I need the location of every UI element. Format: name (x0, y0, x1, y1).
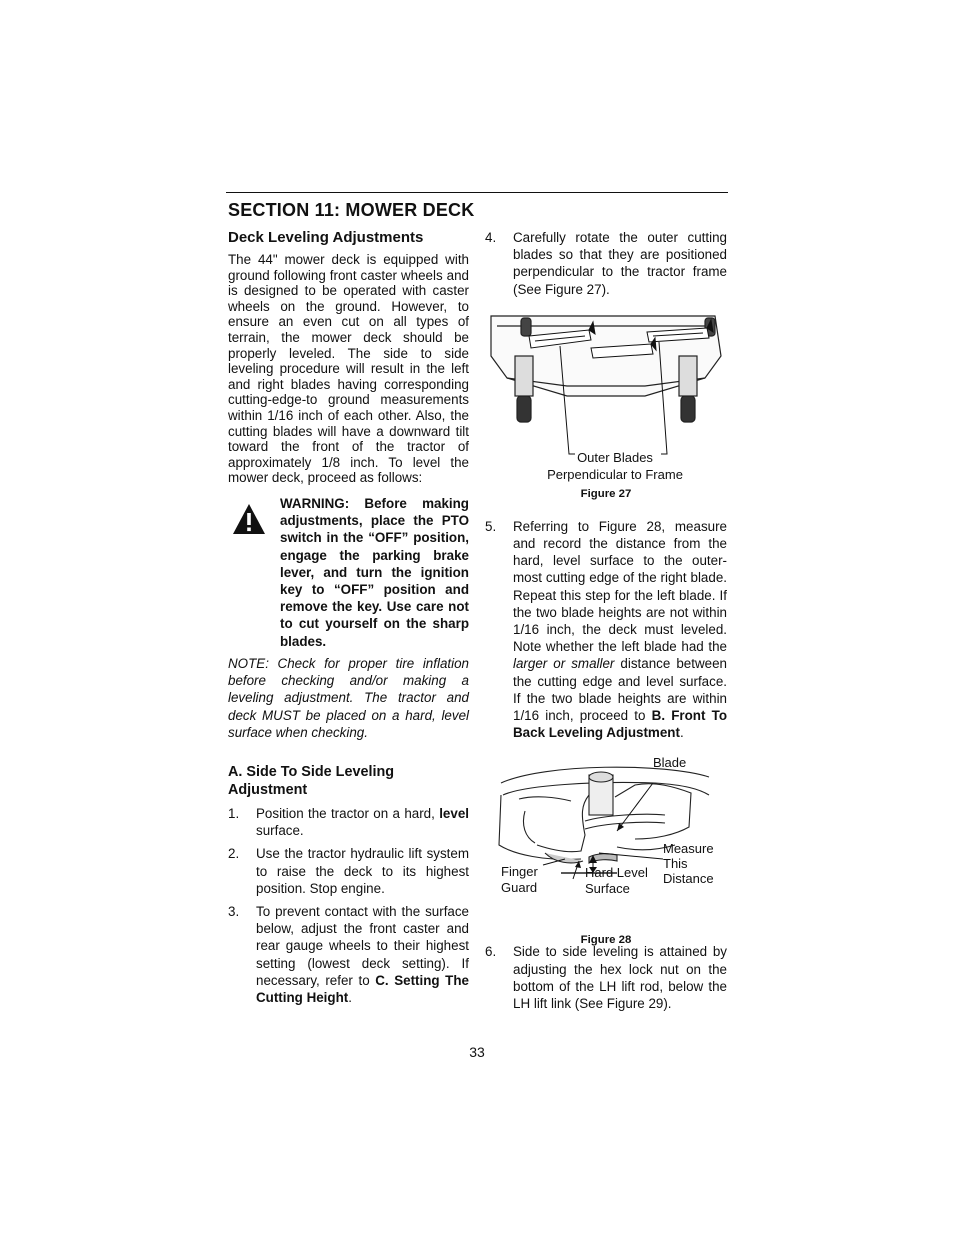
section-title: SECTION 11: MOWER DECK (228, 200, 475, 220)
figure-28-measure-line2: This (663, 856, 688, 872)
deck-leveling-heading: Deck Leveling Adjustments (228, 229, 424, 246)
figure-27-label-line1: Outer Blades (577, 449, 653, 465)
figure-28-caption: Figure 28 (580, 934, 632, 947)
figure-28-hard-line1: Hard Level (585, 865, 648, 881)
figure-28-hard-line2: Surface (585, 881, 630, 897)
warning-text: WARNING: Before making adjustments, place the PTO switch in the “OFF” position, engage the parking brake lever, and turn the ignition key to “OFF” position and remove the key. Use care not to cut yourself on the sharp blades. (280, 495, 469, 649)
side-to-side-subheading: A. Side To Side Leveling Adjustment (228, 763, 395, 798)
figure-28-illustration (485, 755, 727, 931)
figure-28-blade-label: Blade (653, 755, 687, 771)
figure-27-label-line2: Perpendicular to Frame (547, 466, 683, 482)
figure-27 (485, 308, 727, 504)
intro-paragraph: The 44" mower deck is equipped with ground following front caster wheels and is designed to be operated with caster wheels on the ground. However, to ensure an even cut on all types of terrain, the mower deck should be properly leveled. The side to side leveling procedure will result in the left and right blades having corresponding cutting-edge-to ground measurements within 1/16 inch of each other. Also, the cutting blades will have a downward tilt toward the front of the tractor of approximately 1/8 inch. To level the mower deck, proceed as follows: (228, 252, 469, 486)
note-paragraph: NOTE: Check for proper tire inflation before checking and/or making a leveling adjustment. The tractor and deck MUST be placed on a hard, level surface when checking. (228, 655, 469, 740)
step-3: 3. To prevent contact with the surface below, adjust the front caster and rear gauge wheels to their highest setting (lowest deck setting). If necessary, refer to C. Setting The Cutting Height. (228, 903, 469, 1005)
figure-27-caption: Figure 27 (580, 488, 632, 501)
step-5: 5. Referring to Figure 28, measure and record the distance from the hard, level surface to the outer-most cutting edge of the right blade. Repeat this step for the left blade. If the two blade heights are not within 1/16 inch, the deck must leveled. Note whether the left blade had the larger or smaller distance between the cutting edge and level surface. If the two blade heights are within 1/16 inch, proceed to B. Front To Back Leveling Adjustment. (485, 518, 727, 741)
figure-27-illustration (485, 308, 727, 482)
figure-28-finger-line1: Finger (501, 864, 538, 880)
figure-28-finger-line2: Guard (501, 880, 538, 896)
left-steps-list (228, 805, 469, 1006)
step-2: 2. Use the tractor hydraulic lift system to raise the deck to its highest position. Stop engine. (228, 846, 469, 896)
step-6: 6. Side to side leveling is attained by adjusting the hex lock nut on the bottom of the LH lift rod, below the LH lift link (See Figure 29). (485, 944, 727, 1012)
warning-block (228, 495, 469, 649)
header-rule (226, 192, 728, 193)
step-1: 1. Position the tractor on a hard, level surface. (228, 805, 469, 839)
figure-28-measure-line3: Distance (663, 871, 714, 887)
warning-triangle-icon (232, 503, 266, 535)
figure-28 (485, 755, 727, 951)
page-number: 33 (469, 1044, 485, 1060)
right-column (485, 229, 727, 1018)
figure-28-measure-line1: Measure (663, 841, 714, 857)
step-4: 4. Carefully rotate the outer cutting blades so that they are positioned perpendicular to the tractor frame (See Figure 27). (485, 230, 727, 297)
left-column (228, 228, 469, 1012)
